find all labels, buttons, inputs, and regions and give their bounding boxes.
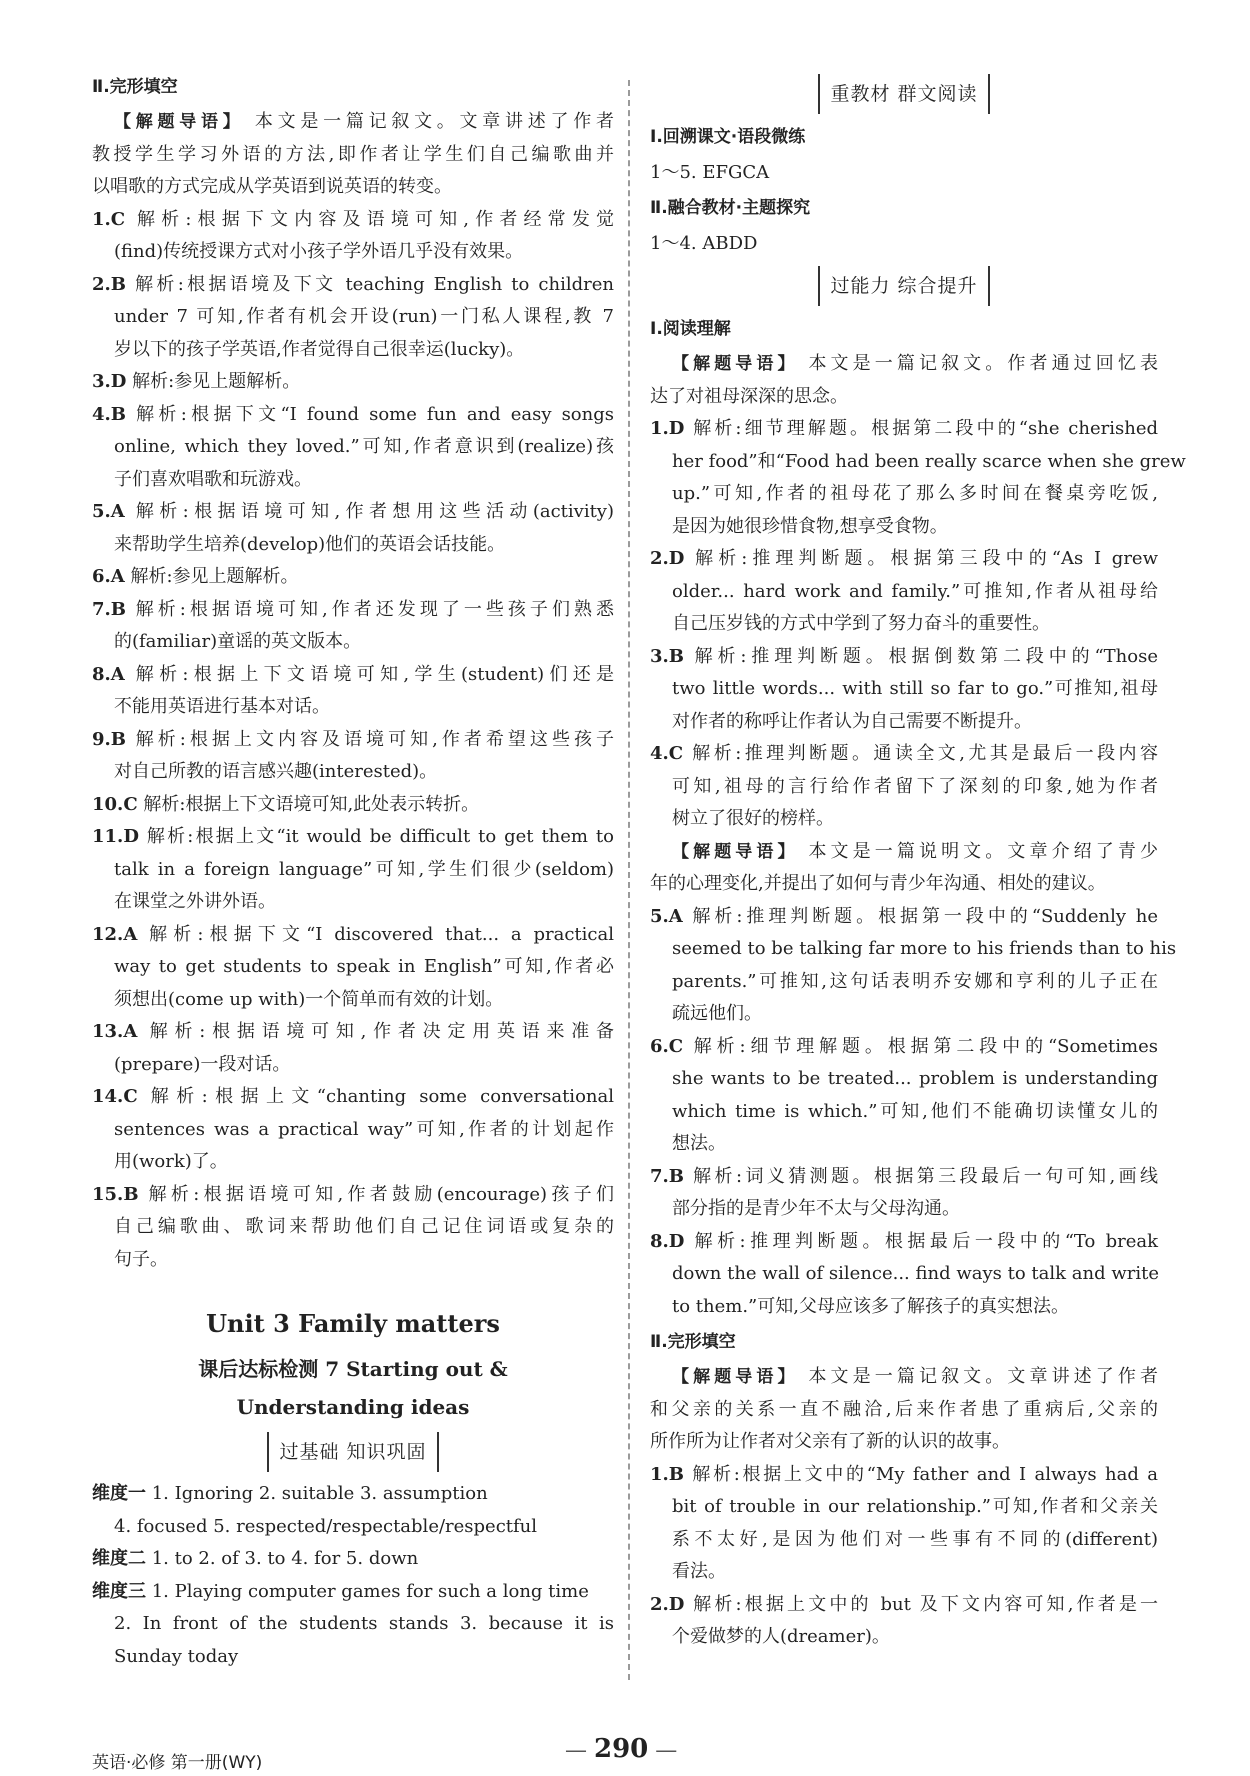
line-text: under 7 可知,作者有机会开设(run)一门私人课程,教 7 <box>114 306 614 327</box>
answer-number: 13.A <box>92 1021 138 1042</box>
guide-label: 【解题导语】 <box>672 354 799 374</box>
answer-explanation: 解析:根据语境可知,作者鼓励(encourage)孩子们 <box>138 1183 614 1205</box>
answer-number: 14.C <box>92 1086 138 1107</box>
right-column <box>650 68 1186 1654</box>
section-heading: Ⅱ.完形填空 <box>92 77 178 97</box>
text-line <box>650 966 1158 999</box>
line-text: 对自己所教的语言感兴趣(interested)。 <box>114 761 438 782</box>
text-line <box>92 171 614 204</box>
line-text: 和父亲的关系一直不融洽,后来作者患了重病后,父亲的 <box>650 1398 1158 1420</box>
text-line <box>92 334 614 367</box>
text-line <box>650 1426 1158 1459</box>
answer-number: 3.B <box>650 645 685 667</box>
answer-explanation: 解析:根据上文内容及语境可知,作者希望这些孩子 <box>126 728 614 750</box>
answer-number: 15.B <box>92 1183 139 1205</box>
answer-explanation: 解析:推理判断题。根据最后一段中的“To break <box>684 1230 1158 1252</box>
answer-number: 4.C <box>650 743 684 764</box>
answer-number: 3.D <box>92 371 127 392</box>
line-text: 的(familiar)童谣的英文版本。 <box>114 631 362 652</box>
line-text: 是因为她很珍惜食物,想享受食物。 <box>672 515 948 537</box>
bracket-heading-label: 过基础 知识巩固 <box>267 1432 438 1472</box>
answer-item <box>92 594 614 627</box>
text-line <box>650 446 1186 479</box>
answer-number: 4.B <box>92 403 127 425</box>
bracket-heading-label: 重教材 群文阅读 <box>818 74 989 114</box>
line-text: 年的心理变化,并提出了如何与青少年沟通、相处的建议。 <box>650 873 1106 894</box>
answer-explanation: 解析:根据上下文语境可知,此处表示转折。 <box>137 793 480 815</box>
answer-item <box>92 919 614 952</box>
text-line <box>650 771 1158 804</box>
line-text: 教授学生学习外语的方法,即作者让学生们自己编歌曲并 <box>92 143 614 165</box>
line-text: older... hard work and family.”可推知,作者从祖母给 <box>672 580 1158 602</box>
text-line <box>92 984 614 1017</box>
line-text: 本文是一篇说明文。文章介绍了青少 <box>798 840 1158 862</box>
text-line <box>650 1291 1158 1324</box>
text-line <box>92 626 614 659</box>
text-line <box>650 998 1158 1031</box>
line-text: (find)传统授课方式对小孩子学外语几乎没有效果。 <box>114 241 524 262</box>
line-text: 所作所为让作者对父亲有了新的认识的故事。 <box>650 1431 1010 1452</box>
answer-number: 8.A <box>92 663 125 685</box>
text-line <box>92 529 614 562</box>
text-line <box>92 301 614 334</box>
answer-item <box>92 399 614 432</box>
text-line <box>650 1524 1158 1557</box>
line-text: she wants to be treated... problem is understanding <box>672 1068 1158 1089</box>
answer-item <box>650 901 1158 934</box>
text-line <box>650 1621 1158 1654</box>
section-heading: Ⅱ.完形填空 <box>650 1332 736 1352</box>
answer-item <box>650 543 1158 576</box>
answer-item <box>650 413 1158 446</box>
line-text: 句子。 <box>114 1248 168 1270</box>
line-text: talk in a foreign language”可知,学生们很少(seldom) <box>114 858 614 880</box>
answer-explanation: 解析:推理判断题。根据第三段中的“As I grew <box>684 548 1158 569</box>
answer-explanation: 1. Playing computer games for such a long time <box>146 1580 589 1602</box>
line-text: bit of trouble in our relationship.”可知,作者和父亲关 <box>672 1496 1158 1517</box>
text-line <box>92 886 614 919</box>
answer-item <box>92 1478 614 1511</box>
answer-item <box>92 1016 614 1049</box>
text-line <box>650 608 1158 641</box>
line-text: 可知,祖母的言行给作者留下了深刻的印象,她为作者 <box>672 775 1158 797</box>
line-text: online, which they loved.”可知,作者意识到(realize)孩 <box>114 436 614 457</box>
line-text: 子们喜欢唱歌和玩游戏。 <box>114 468 312 490</box>
line-text: 部分指的是青少年不太与父母沟通。 <box>672 1198 960 1219</box>
answer-explanation: 解析:推理判断题。根据第一段中的“Suddenly he <box>682 905 1158 927</box>
line-text: Sunday today <box>114 1645 239 1667</box>
answer-explanation: 解析:根据语境及下文 teaching English to children <box>126 273 614 295</box>
line-text: 对作者的称呼让作者认为自己需要不断提升。 <box>672 710 1032 732</box>
lesson-title: Understanding ideas <box>236 1395 470 1419</box>
text-line <box>650 1394 1158 1427</box>
line-text: sentences was a practical way”可知,作者的计划起作 <box>114 1118 614 1140</box>
answer-explanation: 解析:参见上题解析。 <box>126 371 301 392</box>
line-text: 在课堂之外讲外语。 <box>114 891 276 912</box>
answer-number: 5.A <box>92 501 125 522</box>
line-text: 本文是一篇记叙文。文章讲述了作者 <box>798 1366 1158 1387</box>
line-text: 看法。 <box>672 1561 726 1582</box>
answer-explanation: 解析:细节理解题。根据第二段中的“Sometimes <box>683 1035 1158 1057</box>
text-line <box>650 1491 1158 1524</box>
text-line <box>650 1096 1158 1129</box>
text-line <box>650 1258 1158 1291</box>
text-line <box>650 478 1158 511</box>
answer-number: 1.C <box>92 208 126 230</box>
answer-number: 11.D <box>92 826 139 847</box>
line-text: 岁以下的孩子学英语,作者觉得自己很幸运(lucky)。 <box>114 338 525 360</box>
text-line <box>650 1063 1158 1096</box>
answer-number: 9.B <box>92 728 127 750</box>
unit-title: Unit 3 Family matters <box>206 1309 500 1338</box>
section-heading: Ⅰ.回溯课文·语段微练 <box>650 127 806 147</box>
text-line <box>92 1049 614 1082</box>
answer-item <box>650 1031 1158 1064</box>
answer-key: 1～4. ABDD <box>650 233 758 254</box>
answer-number: 1.D <box>650 418 685 439</box>
line-text: 4. focused 5. respected/respectable/respectful <box>114 1515 538 1537</box>
line-text: 个爱做梦的人(dreamer)。 <box>672 1626 890 1647</box>
text-line <box>650 933 1177 966</box>
text-line <box>650 1193 1158 1226</box>
answer-item <box>92 724 614 757</box>
text-line <box>92 1608 614 1641</box>
answer-number: 7.B <box>92 598 127 620</box>
section-heading: Ⅱ.融合教材·主题探究 <box>650 198 811 218</box>
line-text: down the wall of silence... find ways to talk and write <box>672 1263 1159 1284</box>
answer-number: 6.A <box>92 566 125 587</box>
text-line <box>650 868 1158 901</box>
answer-item <box>92 1081 614 1114</box>
answer-explanation: 解析:根据下文“I discovered that... a practical <box>137 923 614 945</box>
book-footer: 英语·必修 第一册(WY) <box>92 1753 263 1773</box>
text-line <box>92 1211 614 1244</box>
answer-item <box>650 1589 1158 1622</box>
answer-number: 8.D <box>650 1230 685 1252</box>
bracket-heading-label: 过能力 综合提升 <box>818 266 989 306</box>
line-text: 达了对祖母深深的思念。 <box>650 385 848 407</box>
page-number: — 290 — <box>565 1734 678 1764</box>
text-line <box>92 1146 614 1179</box>
text-line <box>92 756 614 789</box>
text-line <box>650 836 1158 869</box>
text-line <box>650 348 1158 381</box>
text-line <box>650 1556 1158 1589</box>
answer-number: 12.A <box>92 923 138 945</box>
answer-item <box>650 1226 1158 1259</box>
bracket-heading <box>650 74 1158 114</box>
answer-key: 1～5. EFGCA <box>650 162 770 183</box>
answer-item <box>92 269 614 302</box>
line-text: 想法。 <box>672 1133 726 1154</box>
text-line <box>92 139 614 172</box>
line-text: 来帮助学生培养(develop)他们的英语会话技能。 <box>114 533 506 555</box>
answer-number: 2.D <box>650 548 685 569</box>
column-divider <box>628 80 630 1680</box>
answer-explanation: 解析:根据语境可知,作者决定用英语来准备 <box>137 1021 614 1042</box>
answer-item <box>650 1459 1158 1492</box>
text-line <box>650 576 1158 609</box>
section-heading: Ⅰ.阅读理解 <box>650 319 731 339</box>
line-text: two little words... with still so far to go.”可推知,祖母 <box>672 678 1158 699</box>
lesson-title: 课后达标检测 7 Starting out & <box>198 1357 508 1381</box>
line-text: her food”和“Food had been really scarce when she grew <box>672 450 1186 472</box>
left-column <box>92 68 614 1673</box>
text-line <box>92 1114 614 1147</box>
answer-explanation: 解析:根据上下文语境可知,学生(student)们还是 <box>124 663 614 685</box>
line-text: 用(work)了。 <box>114 1151 228 1172</box>
text-line <box>650 511 1158 544</box>
bracket-heading <box>650 266 1158 306</box>
answer-number: 维度三 <box>92 1580 146 1602</box>
answer-explanation: 解析:推理判断题。根据倒数第二段中的“Those <box>684 645 1158 667</box>
text-line <box>92 854 614 887</box>
text-line <box>92 951 614 984</box>
line-text: 不能用英语进行基本对话。 <box>114 696 330 717</box>
answer-explanation: 解析:根据上文中的“My father and I always had a <box>684 1463 1158 1485</box>
answer-explanation: 解析:根据上文“chanting some conversational <box>137 1086 614 1107</box>
answer-item <box>92 496 614 529</box>
answer-item <box>650 738 1158 771</box>
answer-explanation: 1. to 2. of 3. to 4. for 5. down <box>146 1548 419 1569</box>
answer-item <box>650 1161 1158 1194</box>
answer-explanation: 解析:细节理解题。根据第二段中的“she cherished <box>684 418 1158 439</box>
text-line <box>650 673 1158 706</box>
answer-number: 6.C <box>650 1035 684 1057</box>
answer-explanation: 解析:根据下文“I found some fun and easy songs <box>126 403 614 425</box>
answer-item <box>650 641 1158 674</box>
line-text: up.”可知,作者的祖母花了那么多时间在餐桌旁吃饭, <box>672 483 1158 504</box>
line-text: 以唱歌的方式完成从学英语到说英语的转变。 <box>92 176 452 197</box>
text-line <box>92 1641 614 1674</box>
answer-number: 2.D <box>650 1593 685 1615</box>
answer-item <box>92 789 614 822</box>
answer-item <box>92 821 614 854</box>
answer-number: 2.B <box>92 273 127 295</box>
answer-explanation: 解析:根据语境可知,作者想用这些活动(activity) <box>124 501 614 522</box>
guide-label: 【解题导语】 <box>672 1367 799 1387</box>
answer-item <box>92 561 614 594</box>
text-line <box>92 106 614 139</box>
text-line <box>650 706 1158 739</box>
answer-number: 7.B <box>650 1165 685 1187</box>
answer-item <box>92 1576 614 1609</box>
line-text: seemed to be talking far more to his friends than to his <box>672 938 1177 959</box>
text-line <box>92 691 614 724</box>
answer-item <box>92 366 614 399</box>
line-text: way to get students to speak in English”可知,作者必 <box>114 956 614 977</box>
guide-label: 【解题导语】 <box>672 841 799 862</box>
answer-explanation: 解析:推理判断题。通读全文,尤其是最后一段内容 <box>683 743 1158 764</box>
text-line <box>92 1244 614 1277</box>
line-text: 自己压岁钱的方式中学到了努力奋斗的重要性。 <box>672 613 1050 634</box>
answer-explanation: 1. Ignoring 2. suitable 3. assumption <box>146 1483 488 1504</box>
answer-number: 1.B <box>650 1463 685 1485</box>
guide-label: 【解题导语】 <box>114 112 245 132</box>
line-text: 本文是一篇记叙文。作者通过回忆表 <box>798 353 1158 374</box>
text-line <box>650 803 1158 836</box>
line-text: (prepare)一段对话。 <box>114 1053 291 1075</box>
answer-explanation: 解析:参见上题解析。 <box>124 566 299 587</box>
text-line <box>650 1361 1158 1394</box>
answer-explanation: 解析:词义猜测题。根据第三段最后一句可知,画线 <box>684 1165 1158 1187</box>
line-text: parents.”可推知,这句话表明乔安娜和亨利的儿子正在 <box>672 970 1158 992</box>
line-text: to them.”可知,父母应该多了解孩子的真实想法。 <box>672 1295 1069 1317</box>
answer-explanation: 解析:根据上文“it would be difficult to get them to <box>138 826 614 847</box>
line-text: 自己编歌曲、歌词来帮助他们自己记住词语或复杂的 <box>114 1216 614 1237</box>
answer-explanation: 解析:根据上文中的 but 及下文内容可知,作者是一 <box>684 1593 1158 1615</box>
line-text: 疏远他们。 <box>672 1003 762 1024</box>
text-line <box>650 1128 1158 1161</box>
line-text: 树立了很好的榜样。 <box>672 808 834 829</box>
text-line <box>92 431 614 464</box>
answer-number: 5.A <box>650 905 683 927</box>
answer-explanation: 解析:根据语境可知,作者还发现了一些孩子们熟悉 <box>126 598 614 620</box>
answer-number: 维度一 <box>92 1483 146 1504</box>
answer-item <box>92 204 614 237</box>
answer-explanation: 解析:根据下文内容及语境可知,作者经常发觉 <box>125 208 614 230</box>
line-text: 系不太好,是因为他们对一些事有不同的(different) <box>672 1528 1158 1550</box>
line-text: which time is which.”可知,他们不能确切读懂女儿的 <box>672 1100 1158 1122</box>
line-text: 本文是一篇记叙文。文章讲述了作者 <box>244 111 614 132</box>
text-line <box>650 381 1158 414</box>
answer-item <box>92 659 614 692</box>
line-text: 须想出(come up with)一个简单而有效的计划。 <box>114 988 504 1010</box>
answer-item <box>92 1179 614 1212</box>
bracket-heading <box>92 1432 614 1472</box>
page-number-value: 290 <box>594 1734 649 1764</box>
line-text: 2. In front of the students stands 3. because it is <box>114 1613 614 1634</box>
answer-number: 10.C <box>92 793 138 815</box>
text-line <box>92 1511 614 1544</box>
answer-number: 维度二 <box>92 1548 146 1569</box>
text-line <box>92 464 614 497</box>
answer-item <box>92 1543 614 1576</box>
text-line <box>92 236 614 269</box>
